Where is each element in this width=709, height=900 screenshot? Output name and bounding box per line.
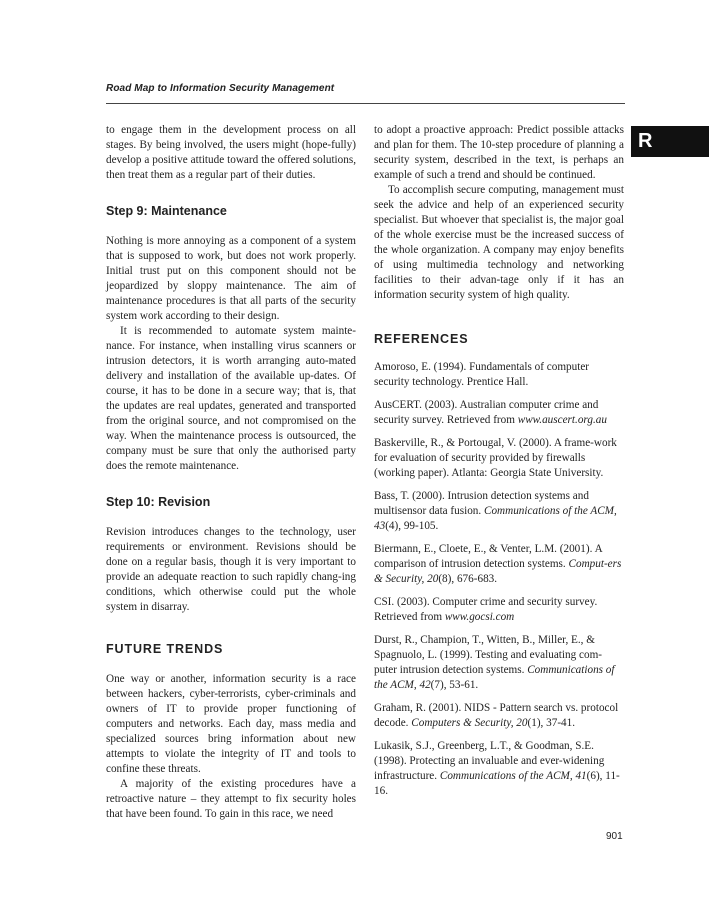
step9-paragraph-1: Nothing is more annoying as a component of a system that is supposed to work, but does not work properly. Initial trust put on this component should not be jeopardized by sloppy maintenance. The aim of maintenance procedures is that all parts of the security system work according to their design. [106,235,356,322]
step10-heading: Step 10: Revision [106,495,211,509]
reference-entry [374,701,624,731]
reference-source: www.gocsi.com [444,611,515,623]
right-column [374,123,624,799]
reference-pages: (8), 676-683. [438,573,498,585]
reference-entry [374,739,624,799]
thumb-index-tab: R [631,126,709,157]
reference-source: www.auscert.org.au [517,414,607,426]
reference-pages: (6), 11-16. [374,770,620,797]
reference-text: Amoroso, E. (1994). Fundamentals of computer security technology. Prentice Hall. [374,361,590,388]
reference-pages: (1), 37-41. [527,717,576,729]
future-paragraph-2: A majority of the existing procedures have a retroactive nature – they attempt to fix security holes that have been found. To gain in this race, we need [106,778,356,820]
continued-paragraph-2: To accomplish secure computing, management must seek the advice and help of an experienced security specialist. But whoever that specialist is, the major goal of the whole exercise must be the increased success of the whole organization. A company may enjoy benefits of using multimedia technology and networking facilities to their advan-tage only if it has an information security system of high quality. [374,184,624,301]
reference-text: Durst, R., Champion, T., Witten, B., Miller, E., & Spagnuolo, L. (1999). Testing and evaluating com-puter intrusion detection systems. [374,634,602,676]
reference-text: Biermann, E., Cloete, E., & Venter, L.M. (2001). A comparison of intrusion detection systems. [374,543,603,570]
reference-source: Computers & Security, 20 [411,717,528,729]
page-number: 901 [606,831,623,842]
reference-pages: (4), 99-105. [385,520,439,532]
running-head: Road Map to Information Security Management [106,83,335,94]
reference-entry [374,489,624,534]
future-paragraph-1: One way or another, information security is a race between hackers, cyber-terrorists, cyber-criminals and owners of IT to provide proper functioning of computers and networks. Each day, mass media and specialized sources bring information about new attempts to violate the integrity of IT and tools to confine these threats. [106,673,356,775]
step9-paragraph-2: It is recommended to automate system mainte-nance. For instance, when installing virus scanners or intrusion detectors, it is worth arranging auto-mated delivery and installation of the available up-dates. Of course, it has to be done in a secure way; that is, that the updates are real updates, generated and transported from the original source, and not compromised on the way. When the maintenance process is outsourced, the company must be sure that only the authorised party does the remote maintenance. [106,325,356,472]
reference-text: Baskerville, R., & Portougal, V. (2000). A frame-work for evaluation of security provided by firewalls (working paper). Atlanta: Georgia State University. [374,437,617,479]
future-trends-heading: FUTURE TRENDS [106,642,224,656]
reference-text: Graham, R. (2001). NIDS - Pattern search vs. protocol decode. [374,702,619,729]
reference-source: Comput-ers & Security, 20 [374,558,622,585]
reference-source: Communications of the ACM, 41 [439,770,587,782]
reference-entry [374,633,624,693]
reference-source: Communications of the ACM, 42 [374,664,615,691]
reference-entry [374,436,624,481]
references-heading: REFERENCES [374,332,469,346]
reference-text: Bass, T. (2000). Intrusion detection systems and multisensor data fusion. [374,490,589,517]
reference-entry [374,595,624,625]
step9-heading: Step 9: Maintenance [106,204,227,218]
reference-text: Lukasik, S.J., Greenberg, L.T., & Goodman, S.E. (1998). Protecting an invaluable and ever-widening infrastructure. [374,740,605,782]
reference-text: CSI. (2003). Computer crime and security survey. Retrieved from [374,596,598,623]
header-rule [106,103,625,104]
reference-entry [374,360,624,390]
reference-entry [374,398,624,428]
left-column [106,123,356,822]
reference-source: Communications of the ACM, 43 [374,505,617,532]
continued-paragraph-1: to adopt a proactive approach: Predict possible attacks and plan for them. The 10-step procedure of planning a security system, described in the text, is perhaps an example of such a trend and should be continued. [374,124,624,181]
intro-paragraph: to engage them in the development process on all stages. By being involved, the users might (hope-fully) develop a positive attitude toward the offered solutions, then treat them as a regular part of their duties. [106,124,356,181]
step10-paragraph-1: Revision introduces changes to the technology, user requirements or environment. Revisions should be done on a regular basis, though it is very important to provide an adequate reaction to such rapidly chang-ing conditions, which otherwise could put the whole system in disarray. [106,526,356,613]
reference-text: AusCERT. (2003). Australian computer crime and security survey. Retrieved from [374,399,599,426]
references-list [374,360,624,799]
reference-pages: (7), 53-61. [430,679,479,691]
reference-entry [374,542,624,587]
